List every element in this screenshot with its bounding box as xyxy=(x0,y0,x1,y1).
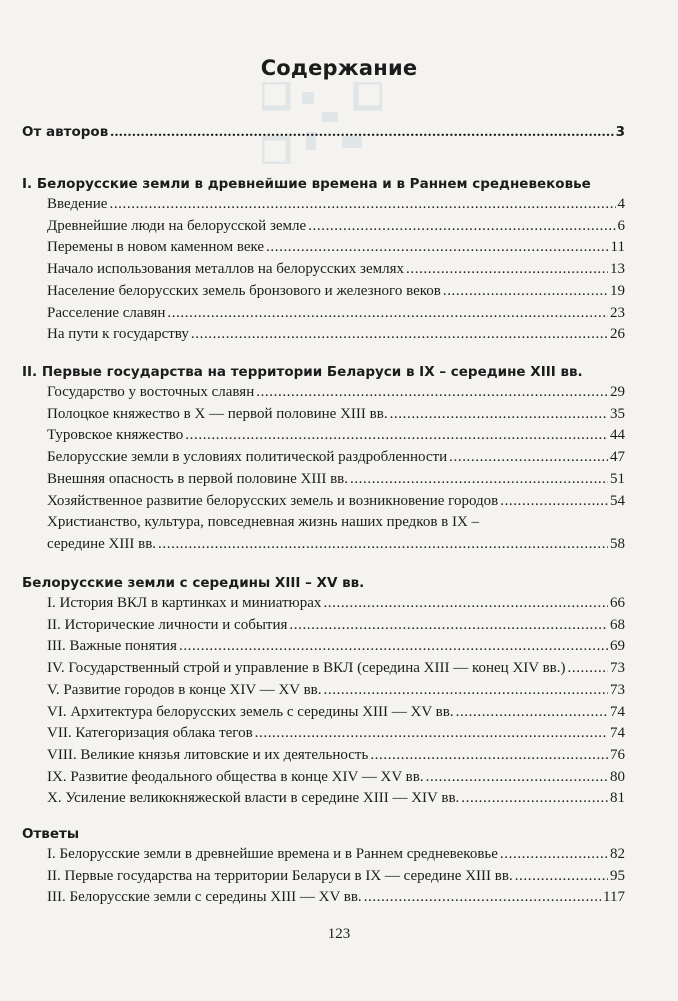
dot-leader xyxy=(266,237,608,259)
page-title: Содержание xyxy=(260,56,418,80)
entry-label: V. Развитие городов в конце XIV — XV вв. xyxy=(47,681,322,698)
entry-page: 58 xyxy=(610,535,625,552)
entry-page: 3 xyxy=(615,124,625,140)
toc-entry[interactable] xyxy=(47,866,625,888)
entry-label: Государство у восточных славян xyxy=(47,384,255,400)
entry-label: IV. Государственный строй и управление в ВКЛ (середина XIII — конец XIV вв.) xyxy=(47,660,566,677)
toc-entry[interactable] xyxy=(47,745,625,767)
entry-page: 23 xyxy=(610,304,625,321)
toc-entry[interactable] xyxy=(47,680,625,702)
entry-page: 47 xyxy=(610,449,625,466)
toc-entry[interactable] xyxy=(47,658,625,680)
dot-leader xyxy=(255,723,608,745)
entry-page: 44 xyxy=(610,427,625,444)
toc-entry[interactable] xyxy=(47,844,625,866)
toc-entry[interactable] xyxy=(47,767,625,789)
dot-leader xyxy=(324,680,608,702)
toc-entry[interactable] xyxy=(47,447,625,469)
entry-label: IX. Развитие феодального общества в конце XIV — XV вв. xyxy=(47,768,424,785)
entry-page: 95 xyxy=(610,867,625,884)
toc-entry[interactable] xyxy=(47,491,625,513)
entry-label: I. Белорусские земли в древнейшие времена и в Раннем средневековье xyxy=(47,846,498,862)
entry-label: Полоцкое княжество в X — первой половине XIII вв. xyxy=(47,405,388,422)
entry-label: VIII. Великие князья литовские и их деятельность xyxy=(47,746,369,763)
entry-page: 81 xyxy=(610,790,625,807)
entry-label: Введение xyxy=(47,196,108,212)
dot-leader xyxy=(191,324,608,346)
toc-entry[interactable] xyxy=(47,534,625,556)
section-heading: II. Первые государства на территории Беларуси в IX – середине XIII вв. xyxy=(22,364,583,380)
dot-leader xyxy=(443,281,608,303)
toc-entry[interactable] xyxy=(47,723,625,745)
dot-leader xyxy=(109,194,615,216)
entry-label: VI. Архитектура белорусских земель с середины XIII — XV вв. xyxy=(47,703,454,720)
entry-page: 117 xyxy=(603,889,625,906)
toc-entry-first-line[interactable]: Христианство, культура, повседневная жизнь наших предков в IX – xyxy=(47,514,480,531)
dot-leader xyxy=(390,404,608,426)
toc-entry[interactable] xyxy=(47,425,625,447)
entry-label: На пути к государству xyxy=(47,326,189,343)
dot-leader xyxy=(185,425,608,447)
toc-section-2 xyxy=(22,362,625,556)
dot-leader xyxy=(167,303,608,325)
entry-page: 76 xyxy=(610,746,625,763)
entry-label: II. Первые государства на территории Беларуси в IX — середине XIII вв. xyxy=(47,867,513,884)
entry-label: Древнейшие люди на белорусской земле xyxy=(47,217,307,234)
entry-label: Расселение славян xyxy=(47,304,166,321)
entry-page: 54 xyxy=(610,492,625,509)
entry-page: 68 xyxy=(610,616,625,633)
entry-page: 11 xyxy=(610,239,625,256)
entry-label: III. Белорусские земли с середины XIII — XV вв. xyxy=(47,889,362,906)
entry-label: II. Исторические личности и события xyxy=(47,616,288,633)
toc-section-1 xyxy=(22,174,625,346)
toc-entry[interactable] xyxy=(47,702,625,724)
entry-page: 73 xyxy=(610,660,625,677)
toc-entry[interactable] xyxy=(47,194,625,216)
entry-label: От авторов xyxy=(22,124,109,140)
entry-label: Туровское княжество xyxy=(47,427,184,444)
toc-entry[interactable] xyxy=(47,636,625,658)
entry-label: I. История ВКЛ в картинках и миниатюрах xyxy=(47,595,322,611)
section-heading: Ответы xyxy=(22,826,80,842)
toc-entry[interactable] xyxy=(47,303,625,325)
toc-authors xyxy=(22,122,625,144)
section-heading: I. Белорусские земли в древнейшие времена и в Раннем средневековье xyxy=(22,176,591,192)
toc-entry-authors[interactable] xyxy=(22,122,625,144)
entry-page: 66 xyxy=(610,595,625,611)
entry-page: 74 xyxy=(610,725,625,742)
entry-label: VII. Категоризация облака тегов xyxy=(47,725,253,742)
dot-leader xyxy=(500,844,608,866)
dot-leader xyxy=(364,887,601,909)
entry-page: 73 xyxy=(610,681,625,698)
entry-label: Начало использования металлов на белорусских землях xyxy=(47,261,405,278)
dot-leader xyxy=(256,382,608,404)
toc-entry[interactable] xyxy=(47,788,625,810)
dot-leader xyxy=(308,216,615,238)
toc-entry[interactable] xyxy=(47,887,625,909)
toc-entry[interactable] xyxy=(47,281,625,303)
dot-leader xyxy=(568,658,609,680)
entry-page: 35 xyxy=(610,405,625,422)
entry-label: III. Важные понятия xyxy=(47,638,177,655)
entry-page: 4 xyxy=(617,196,625,212)
entry-page: 51 xyxy=(610,470,625,487)
dot-leader xyxy=(289,615,608,637)
entry-page: 29 xyxy=(610,384,625,400)
toc-section-answers xyxy=(22,824,625,909)
section-heading: Белорусские земли с середины XIII – XV вв. xyxy=(22,575,365,591)
toc-entry[interactable] xyxy=(47,237,625,259)
entry-page: 6 xyxy=(617,217,625,234)
dot-leader xyxy=(449,447,608,469)
dot-leader xyxy=(426,767,608,789)
toc-entry[interactable] xyxy=(47,469,625,491)
dot-leader xyxy=(110,122,613,144)
toc-entry[interactable] xyxy=(47,324,625,346)
entry-label: Население белорусских земель бронзового и железного веков xyxy=(47,282,441,299)
entry-label: X. Усиление великокняжеской власти в середине XIII — XIV вв. xyxy=(47,790,460,807)
entry-page: 82 xyxy=(610,846,625,862)
dot-leader xyxy=(461,788,608,810)
toc-entry[interactable] xyxy=(47,382,625,404)
toc-entry[interactable] xyxy=(47,615,625,637)
dot-leader xyxy=(406,259,608,281)
dot-leader xyxy=(323,593,608,615)
toc-entry[interactable] xyxy=(47,404,625,426)
entry-page: 69 xyxy=(610,638,625,655)
dot-leader xyxy=(456,702,608,724)
entry-page: 26 xyxy=(610,326,625,343)
page-number: 123 xyxy=(327,926,351,942)
dot-leader xyxy=(179,636,608,658)
entry-page: 19 xyxy=(610,282,625,299)
entry-label: середине XIII вв. xyxy=(47,535,157,552)
toc-entry[interactable] xyxy=(47,259,625,281)
dot-leader xyxy=(370,745,608,767)
toc-entry[interactable] xyxy=(47,593,625,615)
dot-leader xyxy=(515,866,608,888)
entry-label: Внешняя опасность в первой половине XIII вв. xyxy=(47,470,348,487)
entry-label: Перемены в новом каменном веке xyxy=(47,239,265,256)
toc-section-3 xyxy=(22,573,625,810)
dot-leader xyxy=(350,469,608,491)
entry-label: Хозяйственное развитие белорусских земель и возникновение городов xyxy=(47,492,499,509)
entry-page: 74 xyxy=(610,703,625,720)
entry-page: 13 xyxy=(610,261,625,278)
entry-label: Белорусские земли в условиях политической раздробленности xyxy=(47,449,448,466)
toc-entry[interactable] xyxy=(47,216,625,238)
dot-leader xyxy=(500,491,608,513)
entry-page: 80 xyxy=(610,768,625,785)
dot-leader xyxy=(158,534,608,556)
